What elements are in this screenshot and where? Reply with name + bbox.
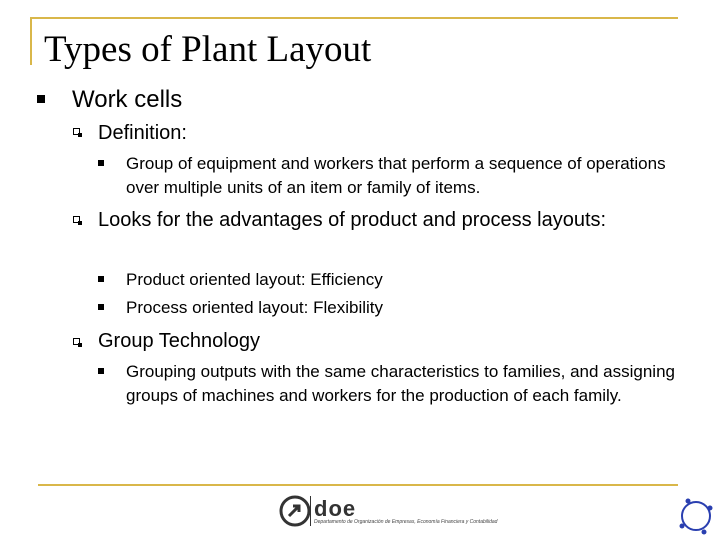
footer-rule [38,484,678,486]
small-square-bullet-icon [98,160,104,166]
logo-divider [310,496,311,526]
bullet-group-technology-text: Grouping outputs with the same characteristics to families, and assigning groups of machines and workers for the production of each family. [126,362,675,405]
logo-emblem-icon [278,494,312,528]
hollow-square-bullet-icon [73,216,80,223]
bullet-work-cells: Work cells [72,86,183,113]
square-bullet-icon [37,95,45,103]
bullet-definition: Definition: [98,122,187,144]
logo-wordmark: doe [314,496,357,521]
bullet-group-technology: Group Technology [98,330,260,352]
slide-title: Types of Plant Layout [44,29,372,70]
hollow-square-bullet-icon [73,338,80,345]
logo-subtitle: Departamento de Organización de Empresas, Economía Financiera y Contabilidad [314,519,498,525]
hollow-square-bullet-icon [73,128,80,135]
bullet-looks-for: Looks for the advantages of product and process layouts: [98,209,607,231]
small-square-bullet-icon [98,276,104,282]
bullet-process-oriented: Process oriented layout: Flexibility [126,298,384,317]
corner-decoration-icon [676,496,716,536]
bullet-definition-text: Group of equipment and workers that perform a sequence of operations over multiple units of an item or family of items. [126,154,666,197]
small-square-bullet-icon [98,368,104,374]
department-logo [278,494,518,530]
small-square-bullet-icon [98,304,104,310]
bullet-product-oriented: Product oriented layout: Efficiency [126,270,383,289]
